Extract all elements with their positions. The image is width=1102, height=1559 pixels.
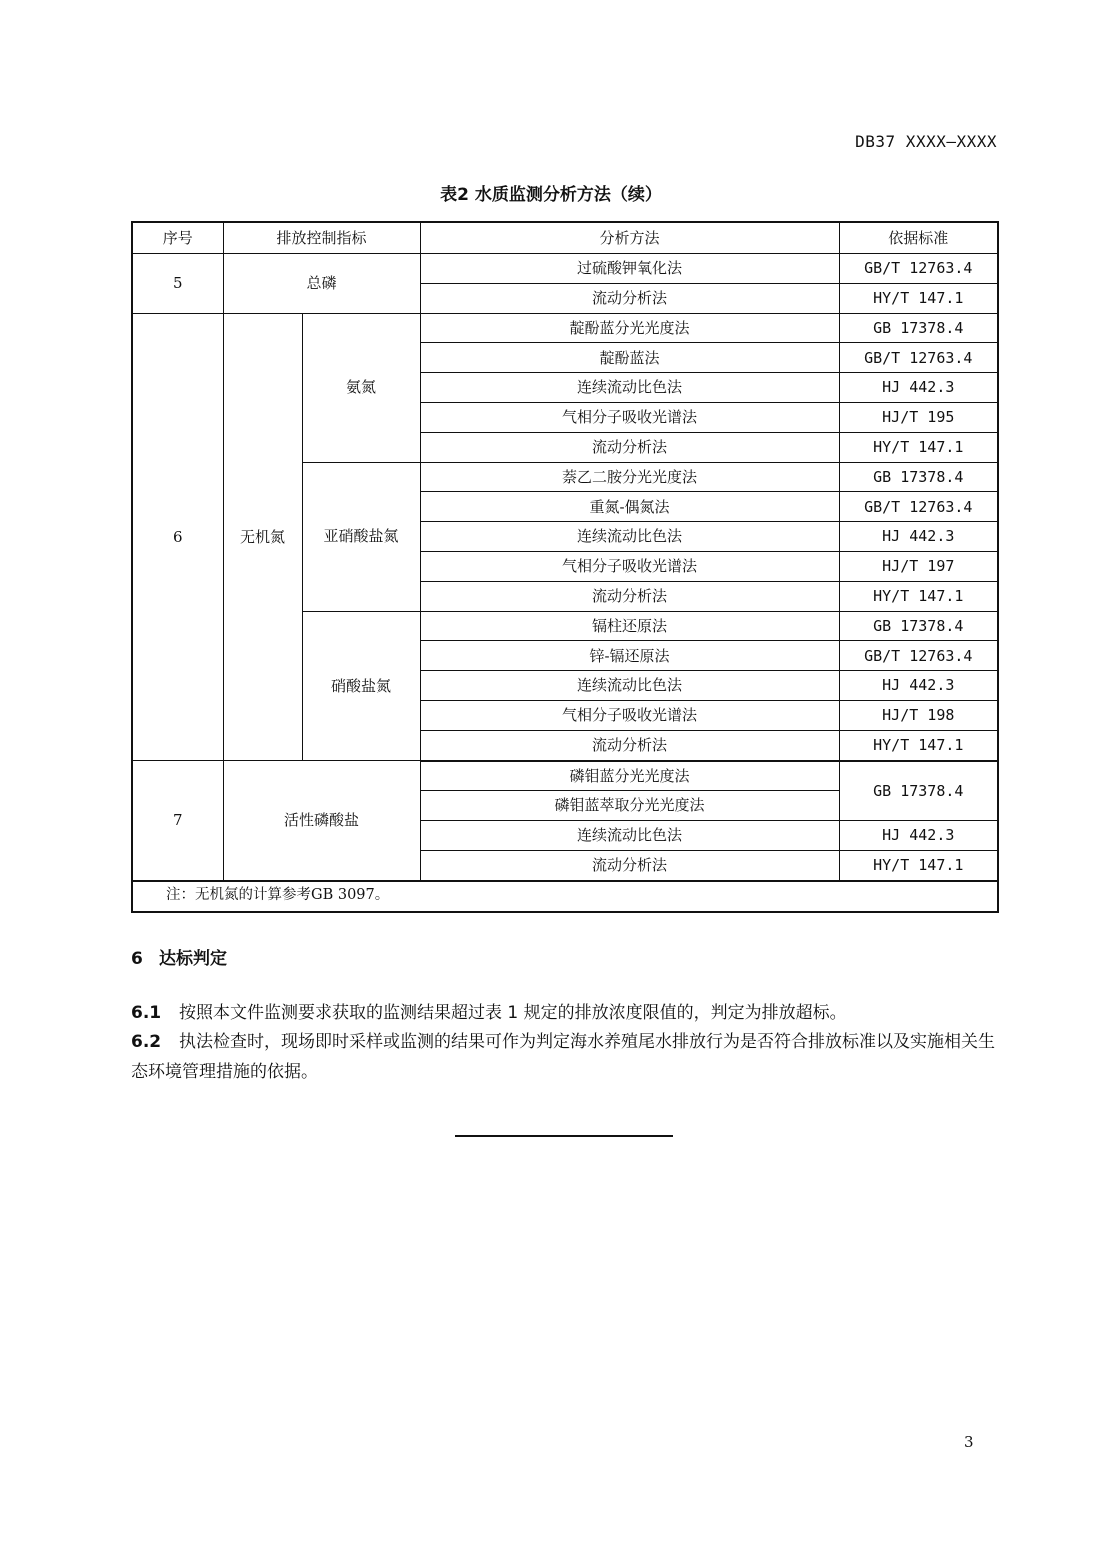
- serial-number-cell: 6: [132, 313, 223, 760]
- sub-indicator-cell: 硝酸盐氮: [302, 611, 420, 760]
- section-title: 达标判定: [159, 949, 227, 969]
- standard-cell: GB 17378.4: [839, 761, 998, 821]
- standard-cell: HJ/T 198: [839, 700, 998, 730]
- clause-paragraph: [131, 1027, 999, 1087]
- method-cell: 流动分析法: [420, 730, 839, 760]
- method-cell: 磷钼蓝萃取分光光度法: [420, 791, 839, 821]
- document-code: DB37 XXXX—XXXX: [855, 132, 997, 151]
- standard-cell: GB/T 12763.4: [839, 641, 998, 671]
- clause-number: 6.2: [131, 1032, 162, 1052]
- table-row: [132, 313, 998, 343]
- table-header-row: [132, 222, 998, 254]
- sub-indicator-cell: 亚硝酸盐氮: [302, 462, 420, 611]
- standard-cell: HY/T 147.1: [839, 730, 998, 760]
- analysis-methods-table: [131, 221, 999, 913]
- standard-cell: HJ/T 195: [839, 402, 998, 432]
- column-header: 序号: [132, 222, 223, 254]
- method-cell: 重氮-偶氮法: [420, 492, 839, 522]
- standard-cell: HJ/T 197: [839, 551, 998, 581]
- method-cell: 镉柱还原法: [420, 611, 839, 641]
- method-cell: 靛酚蓝法: [420, 343, 839, 373]
- clause-number: 6.1: [131, 1003, 162, 1023]
- method-cell: 流动分析法: [420, 432, 839, 462]
- table-row: [132, 761, 998, 791]
- standard-cell: GB/T 12763.4: [839, 492, 998, 522]
- method-cell: 磷钼蓝分光光度法: [420, 761, 839, 791]
- clause-text: 按照本文件监测要求获取的监测结果超过表 1 规定的排放浓度限值的，判定为排放超标。: [179, 1003, 847, 1023]
- sub-indicator-cell: 氨氮: [302, 313, 420, 462]
- standard-cell: HY/T 147.1: [839, 850, 998, 880]
- serial-number-cell: 7: [132, 761, 223, 881]
- method-cell: 气相分子吸收光谱法: [420, 551, 839, 581]
- clause-text: 执法检查时，现场即时采样或监测的结果可作为判定海水养殖尾水排放行为是否符合排放标准以及实施相关生态环境管理措施的依据。: [131, 1032, 995, 1082]
- standard-cell: GB 17378.4: [839, 462, 998, 492]
- method-cell: 过硫酸钾氧化法: [420, 254, 839, 284]
- method-cell: 流动分析法: [420, 283, 839, 313]
- standard-cell: GB 17378.4: [839, 313, 998, 343]
- method-cell: 靛酚蓝分光光度法: [420, 313, 839, 343]
- standard-cell: HY/T 147.1: [839, 581, 998, 611]
- method-cell: 萘乙二胺分光光度法: [420, 462, 839, 492]
- indicator-cell: 无机氮: [223, 313, 302, 760]
- method-cell: 连续流动比色法: [420, 373, 839, 403]
- standard-cell: HJ 442.3: [839, 522, 998, 552]
- section-number: 6: [131, 949, 143, 969]
- table-note: 注：无机氮的计算参考GB 3097。: [132, 881, 998, 912]
- column-header: 排放控制指标: [223, 222, 420, 254]
- method-cell: 连续流动比色法: [420, 821, 839, 851]
- standard-cell: HJ 442.3: [839, 373, 998, 403]
- method-cell: 气相分子吸收光谱法: [420, 402, 839, 432]
- standard-cell: HY/T 147.1: [839, 432, 998, 462]
- standard-cell: HJ 442.3: [839, 671, 998, 701]
- table-row: [132, 254, 998, 284]
- standard-cell: GB/T 12763.4: [839, 343, 998, 373]
- standard-cell: GB/T 12763.4: [839, 254, 998, 284]
- column-header: 依据标准: [839, 222, 998, 254]
- method-cell: 连续流动比色法: [420, 522, 839, 552]
- standard-cell: GB 17378.4: [839, 611, 998, 641]
- table-note-row: [132, 881, 998, 912]
- column-header: 分析方法: [420, 222, 839, 254]
- section-heading: [131, 944, 227, 969]
- table-title: 表2 水质监测分析方法（续）: [440, 185, 662, 205]
- indicator-cell: 总磷: [223, 254, 420, 314]
- clause-paragraph: [131, 998, 999, 1028]
- method-cell: 气相分子吸收光谱法: [420, 700, 839, 730]
- end-of-document-rule: [455, 1135, 673, 1137]
- page-number: 3: [964, 1433, 974, 1451]
- serial-number-cell: 5: [132, 254, 223, 314]
- indicator-cell: 活性磷酸盐: [223, 761, 420, 881]
- method-cell: 流动分析法: [420, 850, 839, 880]
- method-cell: 锌-镉还原法: [420, 641, 839, 671]
- method-cell: 流动分析法: [420, 581, 839, 611]
- standard-cell: HJ 442.3: [839, 821, 998, 851]
- method-cell: 连续流动比色法: [420, 671, 839, 701]
- standard-cell: HY/T 147.1: [839, 283, 998, 313]
